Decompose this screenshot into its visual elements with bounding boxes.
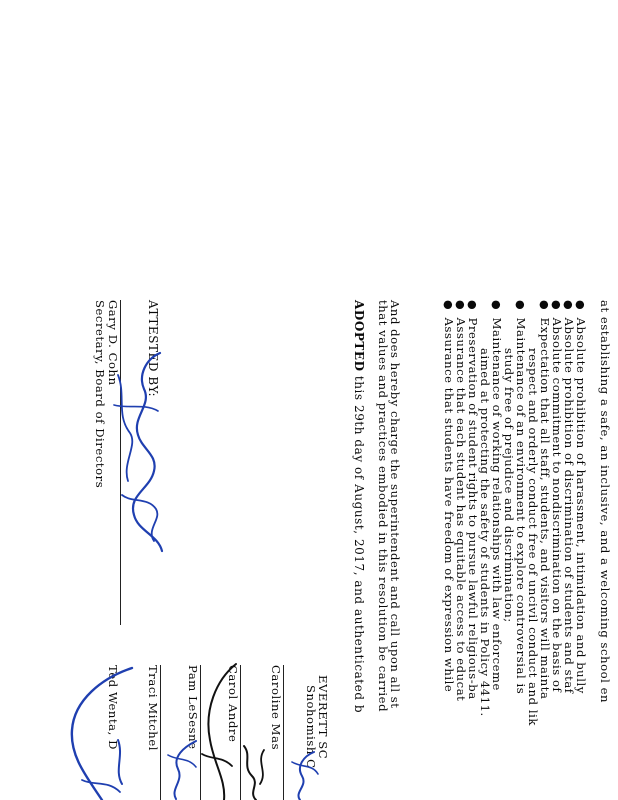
bullet-icon: ● bbox=[514, 300, 527, 310]
adopted-text: this 29th day of August, 2017, and authenticated b bbox=[352, 371, 366, 714]
org-line-1 bbox=[316, 675, 330, 759]
intro-text: at establishing a safe, an inclusive, and a welcoming school en bbox=[598, 300, 612, 704]
bullet-text: respect and orderly conduct free of uncivil conduct and lik bbox=[526, 348, 540, 726]
bullet-icon: ● bbox=[550, 300, 563, 310]
bullet-item bbox=[490, 300, 504, 691]
member-name-text: Caroline Mas bbox=[269, 665, 283, 751]
bullet-icon: ● bbox=[442, 300, 455, 310]
attester-name-text: Gary D. Cohn bbox=[106, 300, 120, 386]
charge-text: that values and practices embodied in this resolution be carried bbox=[376, 300, 390, 713]
bullet-item bbox=[562, 300, 576, 694]
board-member-name bbox=[146, 665, 160, 751]
bullet-continuation bbox=[502, 348, 516, 623]
member-signature bbox=[162, 735, 202, 800]
bullet-text: Maintenance of working relationships with law enforceme bbox=[490, 317, 504, 691]
bullet-icon: ● bbox=[466, 300, 479, 310]
bullet-text: Maintenance of an environment to explore controversial is bbox=[514, 317, 528, 695]
member-name-text: Carol Andre bbox=[226, 665, 240, 743]
bullet-continuation bbox=[478, 348, 492, 717]
charge-text: And does hereby charge the superintendent and call upon all st bbox=[388, 300, 402, 709]
charge-line bbox=[388, 300, 402, 709]
bullet-text: Absolute commitment to nondiscrimination on the basis of bbox=[550, 317, 564, 693]
member-signature bbox=[196, 660, 242, 800]
board-member-name bbox=[269, 665, 283, 750]
bullet-text: Preservation of student rights to pursue lawful religious-ba bbox=[466, 317, 480, 700]
bullet-icon: ● bbox=[538, 300, 551, 310]
org-text: EVERETT SC bbox=[316, 675, 330, 760]
bullet-item bbox=[454, 300, 468, 701]
member-name-text: Pam LeSesne bbox=[186, 665, 200, 750]
member-signature bbox=[62, 660, 142, 800]
adopted-label: ADOPTED bbox=[352, 300, 366, 372]
adopted-line bbox=[352, 300, 366, 713]
bullet-icon: ● bbox=[454, 300, 467, 310]
bullet-item bbox=[550, 300, 564, 692]
bullet-item bbox=[538, 300, 552, 699]
bullet-item bbox=[466, 300, 480, 700]
bullet-item bbox=[514, 300, 528, 694]
bullet-icon: ● bbox=[574, 300, 587, 310]
bullet-text: Assurance that each student has equitable access to educat bbox=[454, 317, 468, 702]
member-name-text: Ted Wenta, D bbox=[106, 665, 120, 750]
attester-title-text: Secretary, Board of Directors bbox=[93, 300, 107, 489]
bullet-icon: ● bbox=[490, 300, 503, 310]
attester-signature bbox=[108, 345, 168, 560]
bullet-text: aimed at protecting the safety of students in Policy 4411. bbox=[478, 348, 492, 717]
bullet-text: Expectation that all staff, students, and visitors will mainta bbox=[538, 317, 552, 700]
member-signature bbox=[284, 748, 324, 800]
bullet-text: Absolute prohibition of discrimination of students and staf bbox=[562, 317, 576, 694]
attested-text: ATTESTED BY: bbox=[146, 300, 160, 398]
bullet-continuation bbox=[526, 348, 540, 726]
attester-title bbox=[93, 300, 107, 488]
signature-line bbox=[160, 665, 161, 800]
charge-line bbox=[376, 300, 390, 712]
bullet-text: Absolute prohibition of harassment, intimidation and bully bbox=[574, 317, 588, 694]
intro-line bbox=[598, 300, 612, 703]
bullet-text: Assurance that students have freedom of expression while bbox=[442, 317, 456, 693]
bullet-icon: ● bbox=[562, 300, 575, 310]
bullet-item bbox=[574, 300, 588, 694]
bullet-item bbox=[442, 300, 456, 692]
org-text: Snohomish C bbox=[304, 685, 318, 769]
member-name-text: Traci Mitchel bbox=[146, 665, 160, 751]
bullet-text: study free of prejudice and discrimination; bbox=[502, 348, 516, 623]
member-signature bbox=[238, 740, 274, 800]
